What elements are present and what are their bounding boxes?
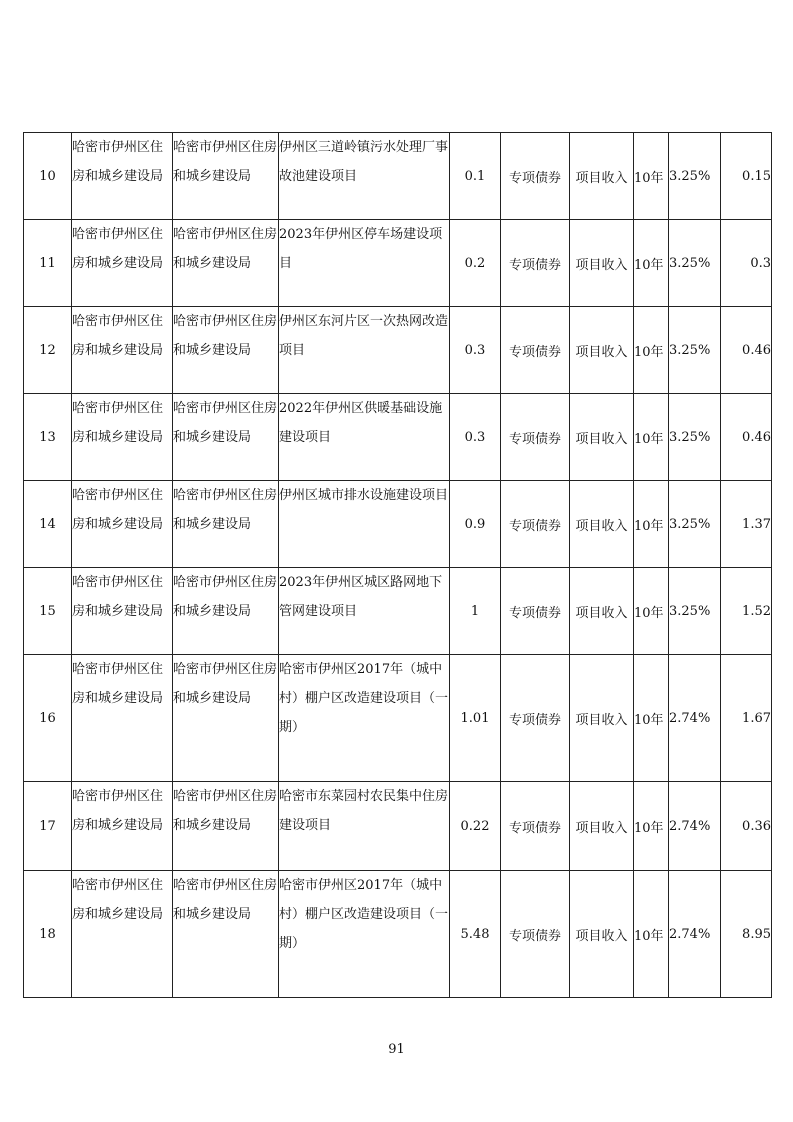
row-number: 12 xyxy=(24,307,72,394)
unit-cell: 哈密市伊州区住房和城乡建设局 xyxy=(173,782,279,871)
project-name-cell: 哈密市伊州区2017年（城中村）棚户区改造建设项目（一期） xyxy=(279,655,450,782)
department-cell: 哈密市伊州区住房和城乡建设局 xyxy=(72,871,173,998)
amount-cell: 0.3 xyxy=(450,394,501,481)
bond-type-cell: 专项债券 xyxy=(501,871,570,998)
term-cell: 10年 xyxy=(634,481,669,568)
page-number: 91 xyxy=(388,1042,405,1057)
table-body xyxy=(24,133,772,998)
project-name-cell: 2023年伊州区停车场建设项目 xyxy=(279,220,450,307)
repayment-source-cell: 项目收入 xyxy=(570,568,634,655)
interest-cell: 1.52 xyxy=(721,568,772,655)
project-name-cell: 哈密市伊州区2017年（城中村）棚户区改造建设项目（一期） xyxy=(279,871,450,998)
term-cell: 10年 xyxy=(634,307,669,394)
row-number: 11 xyxy=(24,220,72,307)
interest-rate-cell: 2.74% xyxy=(669,871,721,998)
department-cell: 哈密市伊州区住房和城乡建设局 xyxy=(72,133,173,220)
project-name-cell: 哈密市东菜园村农民集中住房建设项目 xyxy=(279,782,450,871)
row-number: 13 xyxy=(24,394,72,481)
row-number: 15 xyxy=(24,568,72,655)
interest-cell: 0.46 xyxy=(721,307,772,394)
interest-rate-cell: 3.25% xyxy=(669,481,721,568)
row-number: 16 xyxy=(24,655,72,782)
bond-type-cell: 专项债券 xyxy=(501,655,570,782)
interest-rate-cell: 3.25% xyxy=(669,133,721,220)
interest-rate-cell: 2.74% xyxy=(669,782,721,871)
term-cell: 10年 xyxy=(634,568,669,655)
table-row xyxy=(24,394,772,481)
repayment-source-cell: 项目收入 xyxy=(570,782,634,871)
interest-cell: 1.37 xyxy=(721,481,772,568)
bond-type-cell: 专项债券 xyxy=(501,568,570,655)
amount-cell: 0.1 xyxy=(450,133,501,220)
unit-cell: 哈密市伊州区住房和城乡建设局 xyxy=(173,568,279,655)
project-name-cell: 2022年伊州区供暖基础设施建设项目 xyxy=(279,394,450,481)
department-cell: 哈密市伊州区住房和城乡建设局 xyxy=(72,481,173,568)
term-cell: 10年 xyxy=(634,220,669,307)
repayment-source-cell: 项目收入 xyxy=(570,655,634,782)
repayment-source-cell: 项目收入 xyxy=(570,871,634,998)
table-row xyxy=(24,307,772,394)
term-cell: 10年 xyxy=(634,782,669,871)
term-cell: 10年 xyxy=(634,133,669,220)
department-cell: 哈密市伊州区住房和城乡建设局 xyxy=(72,220,173,307)
interest-cell: 0.15 xyxy=(721,133,772,220)
repayment-source-cell: 项目收入 xyxy=(570,133,634,220)
project-name-cell: 伊州区城市排水设施建设项目 xyxy=(279,481,450,568)
interest-rate-cell: 2.74% xyxy=(669,655,721,782)
repayment-source-cell: 项目收入 xyxy=(570,220,634,307)
table-row xyxy=(24,655,772,782)
interest-rate-cell: 3.25% xyxy=(669,220,721,307)
department-cell: 哈密市伊州区住房和城乡建设局 xyxy=(72,307,173,394)
bond-type-cell: 专项债券 xyxy=(501,394,570,481)
interest-cell: 1.67 xyxy=(721,655,772,782)
amount-cell: 1.01 xyxy=(450,655,501,782)
bond-type-cell: 专项债券 xyxy=(501,133,570,220)
bond-type-cell: 专项债券 xyxy=(501,220,570,307)
term-cell: 10年 xyxy=(634,655,669,782)
row-number: 17 xyxy=(24,782,72,871)
amount-cell: 0.2 xyxy=(450,220,501,307)
department-cell: 哈密市伊州区住房和城乡建设局 xyxy=(72,782,173,871)
term-cell: 10年 xyxy=(634,871,669,998)
amount-cell: 0.22 xyxy=(450,782,501,871)
table-row xyxy=(24,481,772,568)
interest-cell: 0.3 xyxy=(721,220,772,307)
amount-cell: 5.48 xyxy=(450,871,501,998)
table-row xyxy=(24,133,772,220)
repayment-source-cell: 项目收入 xyxy=(570,307,634,394)
amount-cell: 1 xyxy=(450,568,501,655)
unit-cell: 哈密市伊州区住房和城乡建设局 xyxy=(173,871,279,998)
row-number: 14 xyxy=(24,481,72,568)
table-row xyxy=(24,568,772,655)
unit-cell: 哈密市伊州区住房和城乡建设局 xyxy=(173,481,279,568)
project-name-cell: 伊州区东河片区一次热网改造项目 xyxy=(279,307,450,394)
bond-type-cell: 专项债券 xyxy=(501,782,570,871)
interest-rate-cell: 3.25% xyxy=(669,307,721,394)
row-number: 18 xyxy=(24,871,72,998)
interest-rate-cell: 3.25% xyxy=(669,568,721,655)
row-number: 10 xyxy=(24,133,72,220)
department-cell: 哈密市伊州区住房和城乡建设局 xyxy=(72,394,173,481)
term-cell: 10年 xyxy=(634,394,669,481)
unit-cell: 哈密市伊州区住房和城乡建设局 xyxy=(173,220,279,307)
bond-type-cell: 专项债券 xyxy=(501,307,570,394)
amount-cell: 0.3 xyxy=(450,307,501,394)
project-name-cell: 伊州区三道岭镇污水处理厂事故池建设项目 xyxy=(279,133,450,220)
table-row xyxy=(24,871,772,998)
table-row xyxy=(24,220,772,307)
unit-cell: 哈密市伊州区住房和城乡建设局 xyxy=(173,394,279,481)
bond-type-cell: 专项债券 xyxy=(501,481,570,568)
interest-cell: 0.46 xyxy=(721,394,772,481)
amount-cell: 0.9 xyxy=(450,481,501,568)
table-row xyxy=(24,782,772,871)
department-cell: 哈密市伊州区住房和城乡建设局 xyxy=(72,655,173,782)
interest-rate-cell: 3.25% xyxy=(669,394,721,481)
unit-cell: 哈密市伊州区住房和城乡建设局 xyxy=(173,655,279,782)
unit-cell: 哈密市伊州区住房和城乡建设局 xyxy=(173,133,279,220)
interest-cell: 8.95 xyxy=(721,871,772,998)
project-name-cell: 2023年伊州区城区路网地下管网建设项目 xyxy=(279,568,450,655)
unit-cell: 哈密市伊州区住房和城乡建设局 xyxy=(173,307,279,394)
interest-cell: 0.36 xyxy=(721,782,772,871)
project-table xyxy=(23,132,772,998)
department-cell: 哈密市伊州区住房和城乡建设局 xyxy=(72,568,173,655)
repayment-source-cell: 项目收入 xyxy=(570,394,634,481)
repayment-source-cell: 项目收入 xyxy=(570,481,634,568)
